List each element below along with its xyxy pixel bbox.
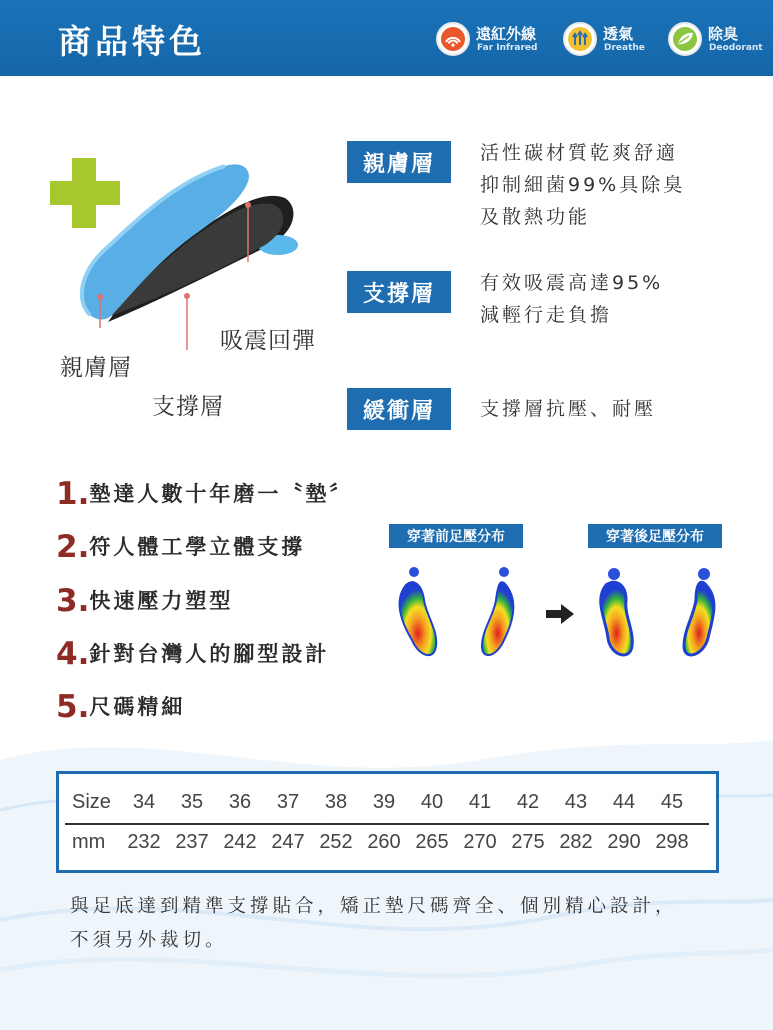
point-item: [56, 476, 353, 510]
feature-en: Dreathe: [604, 43, 645, 53]
layer-desc-cushion: [480, 393, 656, 425]
desc-line: 有效吸震高達95%: [480, 272, 664, 294]
label-skin: 親膚層: [60, 355, 132, 381]
point-text: 針對台灣人的腳型設計: [89, 642, 330, 666]
arrow-right-icon: [546, 604, 574, 624]
size-cell: 40: [420, 791, 444, 813]
desc-line: 減輕行走負擔: [480, 304, 613, 326]
size-cell: 43: [564, 791, 588, 813]
footer-line: 不須另外裁切。: [70, 930, 228, 951]
size-cell: 34: [132, 791, 156, 813]
mm-cell: 242: [223, 831, 257, 853]
mm-cell: 282: [559, 831, 593, 853]
mm-cell: 275: [511, 831, 545, 853]
size-cell: 39: [372, 791, 396, 813]
point-num: 1.: [56, 476, 90, 512]
size-table: [56, 771, 719, 873]
footer-description: [70, 890, 750, 958]
badge-after: 穿著後足壓分布: [588, 524, 722, 548]
point-num: 3.: [56, 583, 90, 619]
feature-name: 除臭: [708, 25, 739, 43]
page-title: 商品特色: [58, 22, 206, 61]
mm-cell: 252: [319, 831, 353, 853]
desc-line: 抑制細菌99%具除臭: [480, 174, 686, 196]
point-text: 尺碼精細: [89, 695, 186, 719]
size-cell: 37: [276, 791, 300, 813]
breathe-icon: [563, 22, 597, 56]
layer-label-cushion: 緩衝層: [347, 388, 451, 430]
label-support: 支撐層: [152, 394, 224, 420]
size-cell: 35: [180, 791, 204, 813]
feature-en: Far Infrared: [477, 43, 538, 53]
mm-cell: 247: [271, 831, 305, 853]
size-header: Size: [72, 791, 111, 813]
point-item: [56, 529, 305, 563]
layer-desc-skin: [480, 137, 685, 233]
size-cell: 44: [612, 791, 636, 813]
mm-cell: 298: [655, 831, 689, 853]
desc-line: 支撐層抗壓、耐壓: [480, 398, 657, 420]
mm-cell: 237: [175, 831, 209, 853]
point-num: 2.: [56, 529, 90, 565]
badge-before: 穿著前足壓分布: [389, 524, 523, 548]
size-cell: 42: [516, 791, 540, 813]
feature-name: 遠紅外線: [476, 25, 537, 43]
layer-label-support: 支撐層: [347, 271, 451, 313]
point-item: [56, 583, 233, 617]
mm-cell: 270: [463, 831, 497, 853]
desc-line: 活性碳材質乾爽舒適: [480, 142, 679, 164]
layer-desc-support: [480, 267, 663, 331]
feature-name: 透氣: [603, 25, 634, 43]
footer-line: 與足底達到精準支撐貼合，矯正墊尺碼齊全、個別精心設計，: [70, 896, 678, 917]
point-num: 4.: [56, 636, 90, 672]
desc-line: 及散熱功能: [480, 206, 591, 228]
size-cell: 45: [660, 791, 684, 813]
point-num: 5.: [56, 689, 90, 725]
mm-cell: 232: [127, 831, 161, 853]
mm-cell: 260: [367, 831, 401, 853]
mm-cell: 265: [415, 831, 449, 853]
point-text: 快速壓力塑型: [89, 589, 234, 613]
foot-before-left: [399, 567, 436, 655]
feature-en: Deodorant: [709, 43, 763, 53]
foot-after-right: [684, 568, 714, 655]
label-shock: 吸震回彈: [220, 328, 316, 354]
mm-header: mm: [72, 831, 106, 853]
far-infrared-icon: [436, 22, 470, 56]
table-divider: [65, 823, 709, 825]
point-item: [56, 636, 329, 670]
size-cell: 38: [324, 791, 348, 813]
deodorant-icon: [668, 22, 702, 56]
size-cell: 36: [228, 791, 252, 813]
layer-label-skin: 親膚層: [347, 141, 451, 183]
point-text: 墊達人數十年磨一〝墊〞: [89, 482, 354, 506]
point-text: 符人體工學立體支撐: [89, 535, 306, 559]
header-bar: [0, 0, 773, 76]
foot-after-left: [601, 568, 633, 655]
size-cell: 41: [468, 791, 492, 813]
foot-before-right: [482, 567, 513, 655]
mm-cell: 290: [607, 831, 641, 853]
insole-illustration: [50, 150, 340, 350]
pressure-map-images: [386, 560, 726, 670]
